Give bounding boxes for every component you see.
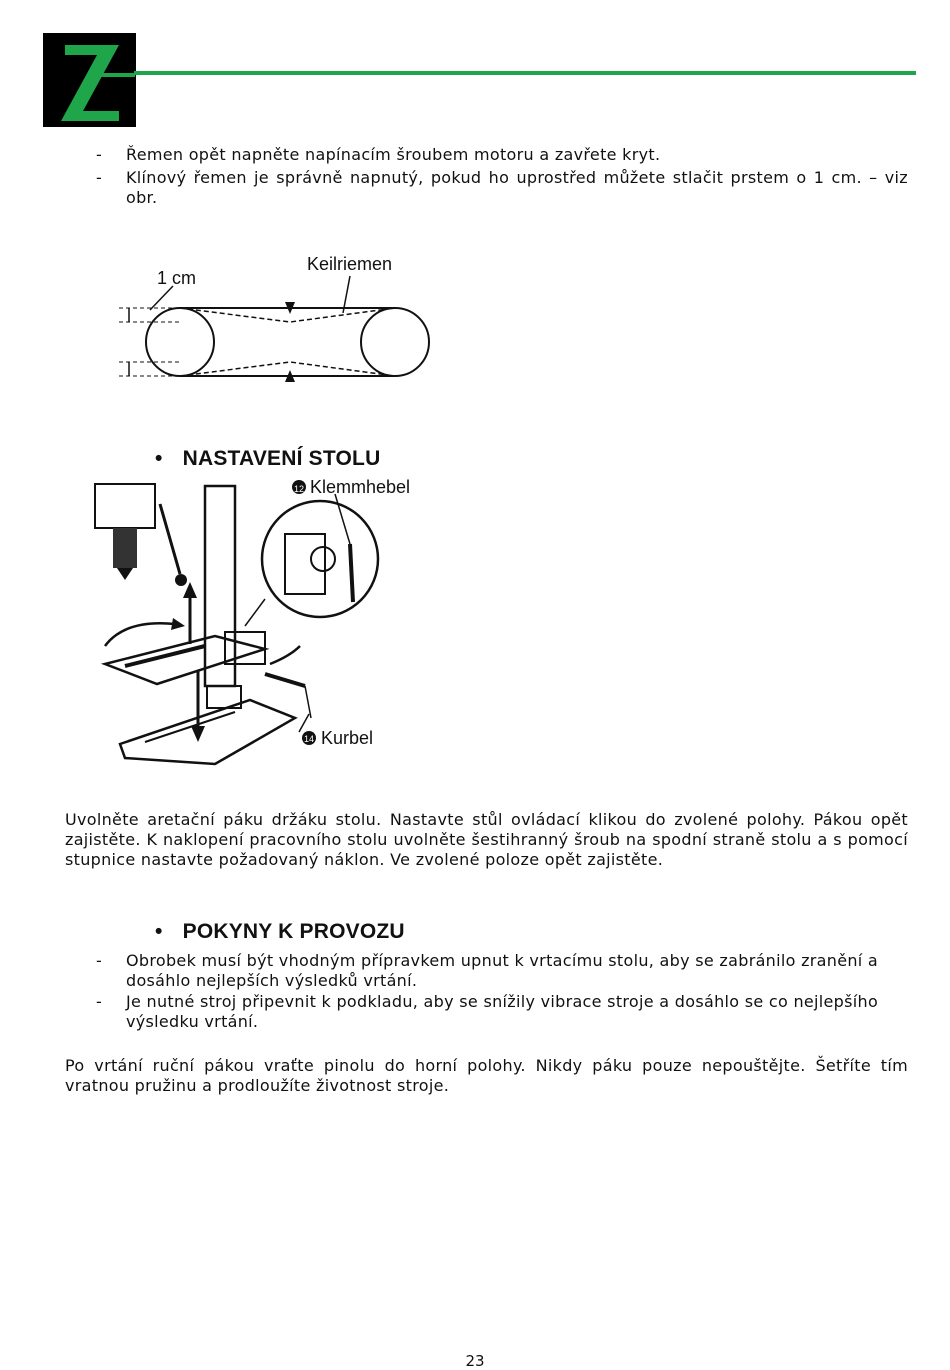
- section-heading-operation: [155, 920, 405, 944]
- heading-bullet: •: [155, 920, 163, 943]
- list-dash: -: [96, 168, 103, 187]
- label-crank-number: 14: [304, 734, 315, 744]
- zipper-z-logo-icon: [43, 33, 136, 127]
- list-item-text: Řemen opět napněte napínacím šroubem motoru a zavřete kryt.: [126, 145, 661, 164]
- list-item-text: Obrobek musí být vhodným přípravkem upnut k vrtacímu stolu, aby se zabránilo zranění a dosáhlo nejlepších výsledků vrtání.: [126, 951, 879, 990]
- heading-bullet: •: [155, 447, 163, 470]
- header-rule: [134, 71, 916, 75]
- list-dash: -: [96, 145, 103, 164]
- label-klemmhebel: Klemmhebel: [310, 477, 411, 497]
- list-item-text: Je nutné stroj připevnit k podkladu, aby se snížily vibrace stroje a dosáhlo se co nejlepšího výsledku vrtání.: [126, 992, 879, 1031]
- label-lever-number: 12: [294, 484, 305, 494]
- list-dash: -: [96, 992, 103, 1011]
- paragraph-table: Uvolněte aretační páku držáku stolu. Nastavte stůl ovládací klikou do zvolené polohy. Pákou opět zajistěte. K naklopení pracovního stolu uvolněte šestihranný šroub na spodní straně stolu a s pomocí stupnice nastavte požadovaný náklon. Ve zvolené poloze opět zajistěte.: [65, 810, 908, 869]
- drill-table-figure: [65, 474, 425, 784]
- list-dash: -: [96, 951, 103, 970]
- heading-text: NASTAVENÍ STOLU: [182, 447, 381, 470]
- list-item-text: Klínový řemen je správně napnutý, pokud ho uprostřed můžete stlačit prstem o 1 cm. – viz obr.: [126, 168, 908, 207]
- heading-text: POKYNY K PROVOZU: [182, 920, 405, 943]
- paragraph-operation: Po vrtání ruční pákou vraťte pinolu do horní polohy. Nikdy páku pouze nepouštějte. Šetříte tím vratnou pružinu a prodloužíte životnost stroje.: [65, 1056, 908, 1095]
- label-keilriemen: Keilriemen: [307, 254, 393, 274]
- label-1cm: 1 cm: [157, 268, 197, 288]
- page-number: 23: [465, 1352, 485, 1370]
- section-heading-table: [155, 447, 380, 471]
- belt-tension-figure: [105, 238, 475, 400]
- label-kurbel: Kurbel: [321, 728, 374, 748]
